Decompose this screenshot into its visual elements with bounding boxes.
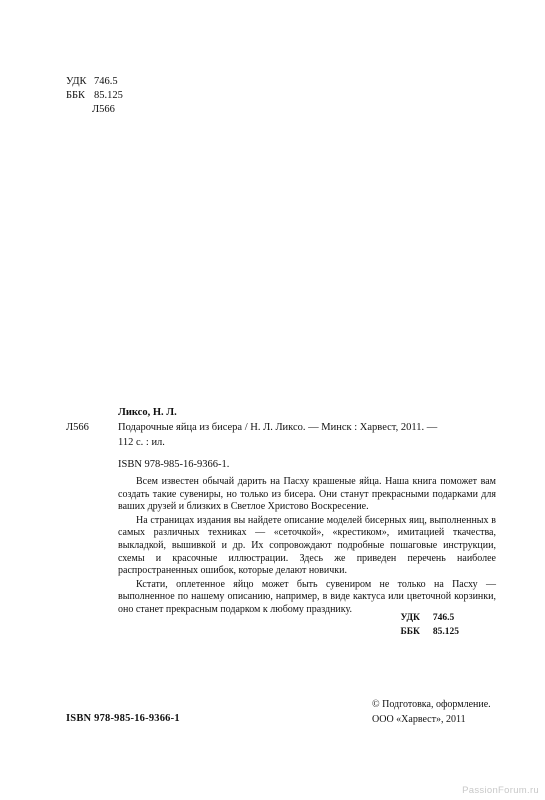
udk-code-right: 746.5 xyxy=(432,613,455,623)
author-mark: Л566 xyxy=(92,104,115,115)
record-isbn: ISBN 978-985-16-9366-1. xyxy=(118,459,230,470)
annotation-paragraph: Всем известен обычай дарить на Пасху крашеные яйца. Наша книга поможет вам создать такие сувениры, но только из бисера. Они станут прекрасными подарками для ваших друзей и близких в Светлое Христово Воскресение. xyxy=(118,476,496,513)
bbk-row xyxy=(66,89,123,103)
record-pages: 112 с. : ил. xyxy=(118,437,165,448)
title-row xyxy=(66,420,496,435)
annotation xyxy=(118,476,496,618)
copyright-line-1: © Подготовка, оформление. xyxy=(372,699,491,710)
udk-code: 746.5 xyxy=(94,76,118,87)
udk-label-right: УДК xyxy=(400,613,420,623)
annotation-paragraph: Кстати, оплетенное яйцо может быть сувениром не только на Пасху — выполненное по нашему описанию, например, в виде кактуса или цветочной корзинки, оно станет прекрасным подарком к любому празднику. xyxy=(118,578,496,615)
watermark: PassionForum.ru xyxy=(462,785,539,796)
bbk-row-right xyxy=(401,625,460,639)
copyright-block xyxy=(372,697,491,727)
record-title: Подарочные яйца из бисера / Н. Л. Ликсо. — Минск : Харвест, 2011. — xyxy=(118,422,438,433)
bibliographic-record xyxy=(66,405,496,472)
copyright-line-2: ООО «Харвест», 2011 xyxy=(372,714,466,725)
bbk-code-right: 85.125 xyxy=(432,627,459,637)
record-author-mark: Л566 xyxy=(66,422,89,433)
author-name: Ликсо, Н. Л. xyxy=(118,407,177,418)
bbk-label-right: ББК xyxy=(400,627,420,637)
bbk-label: ББК xyxy=(66,90,86,101)
udk-row-right xyxy=(401,611,460,625)
annotation-paragraph: На страницах издания вы найдете описание моделей бисерных яиц, выполненных в самых различных техниках — «сеточкой», «крестиком», имитацией ткачества, выкладкой, вышивкой и др. Их сопровождают подробные пошаговые инструкции, схемы и красочные иллюстрации. Здесь же приведен перечень наиболее распространенных ошибок, которые делают новички. xyxy=(118,514,496,577)
bbk-code: 85.125 xyxy=(94,90,123,101)
footer-isbn: ISBN 978-985-16-9366-1 xyxy=(66,713,180,724)
udk-label: УДК xyxy=(66,76,87,87)
classification-right xyxy=(401,611,460,639)
udk-row xyxy=(66,75,123,89)
classification-block xyxy=(66,75,123,117)
